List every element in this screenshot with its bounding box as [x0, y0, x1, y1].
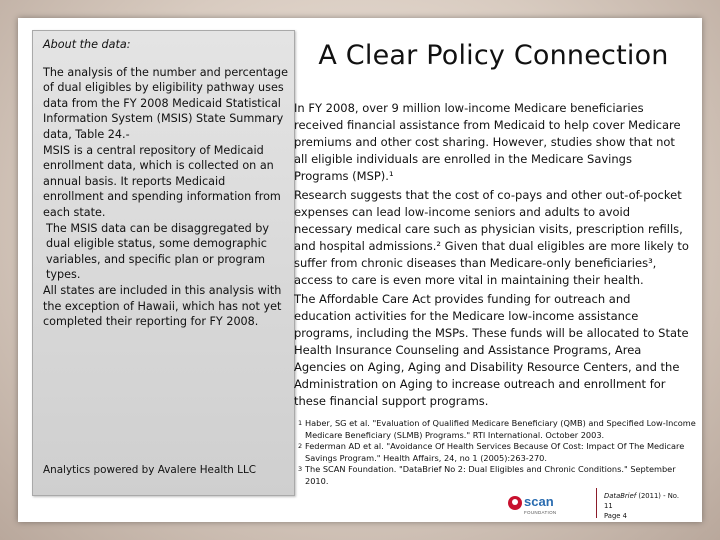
slide-page: [18, 18, 702, 522]
logo-badge-icon: [508, 496, 522, 510]
sidebar-paragraph: The analysis of the number and percentage of dual eligibles by eligibility pathway uses data from the FY 2008 Medicaid Statistical Information System (MSIS) State Summary data, Table 24.-: [43, 65, 288, 141]
sidebar-paragraph: The MSIS data can be disaggregated by dual eligible status, some demographic variables, and specific plan or program types.: [46, 221, 269, 282]
footnote-number: 1: [298, 419, 303, 427]
footnote: [298, 464, 698, 487]
logo-subtitle: FOUNDATION: [524, 510, 557, 515]
footnote-number: 3: [298, 465, 303, 474]
sidebar-paragraph: MSIS is a central repository of Medicaid enrollment data, which is collected on an annual basis. It reports Medicaid enrollment and spending information from each state.: [43, 143, 281, 219]
page-number: Page 4: [604, 512, 627, 520]
footnote-text: Federman AD et al. "Avoidance Of Health Services Because Of Cost: Impact Of The Medicare Savings Program." Health Affairs, 24, no 1 (2005):263-270.: [305, 441, 685, 463]
sidebar-heading: About the data:: [43, 38, 131, 51]
footnote: [298, 418, 698, 441]
sidebar-footer: Analytics powered by Avalere Health LLC: [43, 464, 257, 477]
footnote: [298, 441, 698, 464]
databrief-line: [604, 491, 686, 511]
body-paragraph: Research suggests that the cost of co-pays and other out-of-pocket expenses can lead low-income seniors and adults to avoid necessary medical care such as physician visits, prescription refills, and hospital admissions.² Given that dual eligibles are more likely to suffer from chronic diseases than Medicare-only beneficiaries³, access to care is even more vital in maintaining their health.: [294, 188, 689, 287]
databrief-citation: [604, 491, 686, 521]
footnote-text: The SCAN Foundation. "DataBrief No 2: Dual Eligibles and Chronic Conditions." September 2010.: [305, 464, 676, 486]
footer-branding: [506, 488, 686, 520]
footnote-number: 2: [298, 442, 303, 451]
databrief-title: DataBrief: [604, 492, 637, 500]
footnote-text: Haber, SG et al. "Evaluation of Qualified Medicare Beneficiary (QMB) and Specified Low-Income Medicare Beneficiary (SLMB) Programs." RTI International. October 2003.: [305, 418, 696, 440]
divider: [596, 488, 597, 518]
body-paragraph: The Affordable Care Act provides funding for outreach and education activities for the Medicare low-income assistance programs, including the MSPs. These funds will be allocated to State Health Insurance Counseling and Assistance Programs, Area Agencies on Aging, Aging and Disability Resource Centers, and the Administration on Aging to increase outreach and enrollment for these financial support programs.: [294, 292, 689, 408]
about-data-sidebar: [32, 30, 295, 496]
scan-foundation-logo: [508, 490, 578, 518]
body-paragraph: In FY 2008, over 9 million low-income Medicare beneficiaries received financial assistance from Medicaid to help cover Medicare premiums and other cost sharing. However, studies show that not all eligible individuals are enrolled in the Medicare Savings Programs (MSP).¹: [294, 101, 681, 183]
logo-word: scan: [524, 494, 554, 509]
sidebar-paragraph: All states are included in this analysis with the exception of Hawaii, which has not yet completed their reporting for FY 2008.: [43, 283, 282, 329]
footnotes: [298, 418, 698, 488]
main-body: [294, 100, 690, 412]
page-title: A Clear Policy Connection: [318, 40, 669, 71]
databrief-issue: (2011) - No. 11: [604, 492, 679, 510]
